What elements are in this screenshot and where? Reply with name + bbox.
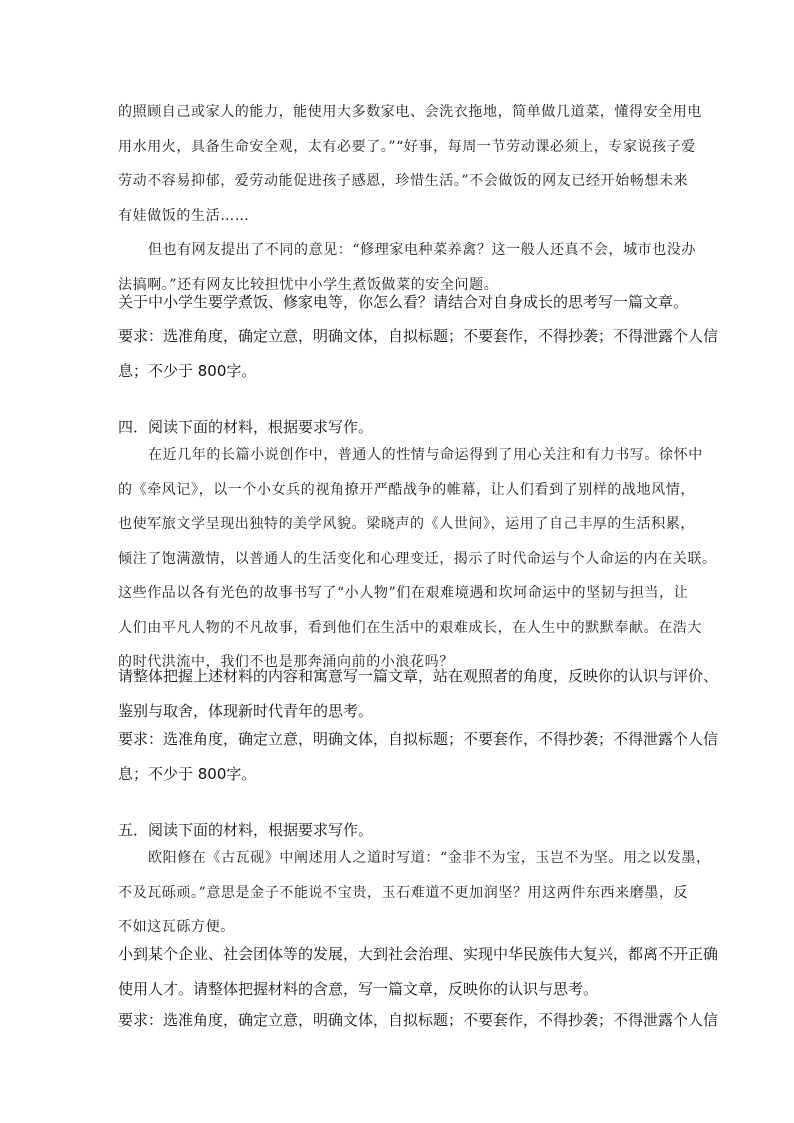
- requirement-line: 要求：选准角度，确定立意，明确文体，自拟标题；不要套作，不得抄袭；不得泄露个人信: [118, 327, 719, 345]
- section5-requirements: [118, 1003, 719, 1038]
- material-line: 用水用火，具备生命安全观，太有必要了。”“好事，每周一节劳动课必须上，专家说孩子爱: [118, 138, 696, 155]
- prompt-line: 小到某个企业、社会团体等的发展，大到社会治理、实现中华民族伟大复兴，都离不开正确: [118, 945, 719, 963]
- material-line: 不如这瓦砾方便。: [118, 919, 235, 935]
- requirement-line: 息；不少于 800字。: [118, 764, 257, 783]
- material-line: 也使军旅文学呈现出独特的美学风貌。梁晓声的《人世间》，运用了自己丰厚的生活积累，: [118, 516, 695, 532]
- section3-material: [118, 95, 702, 233]
- requirement-line: 息；不少于 800字。: [118, 361, 257, 380]
- section4-heading: 四．阅读下面的材料，根据要求写作。: [118, 418, 374, 436]
- section4-requirements: [118, 722, 719, 791]
- section5-prompt: [118, 937, 719, 1006]
- material-line: 欧阳修在《古瓦砚》中阐述用人之道时写道：“金非不为宝，玉岂不为坚。用之以发墨，: [148, 850, 711, 866]
- material-line: 倾注了饱满激情，以普通人的生活变化和心理变迁，揭示了时代命运与个人命运的内在关联。: [118, 550, 717, 567]
- requirement-line: 要求：选准角度，确定立意，明确文体，自拟标题；不要套作，不得抄袭；不得泄露个人信: [118, 730, 719, 748]
- section4-material: [118, 438, 717, 680]
- prompt-line: 关于中小学生要学煮饭、修家电等，你怎么看？请结合对自身成长的思考写一篇文章。: [118, 293, 689, 311]
- section3-prompt: [118, 285, 688, 320]
- material-line: 在近几年的长篇小说创作中，普通人的性情与命运得到了用心关注和有力书写。徐怀中: [148, 447, 703, 463]
- opinion-line: 法搞啊。”还有网友比较担忧中小学生煮饭做菜的安全问题。: [118, 276, 499, 293]
- prompt-line: 请整体把握上述材料的内容和寓意写一篇文章，站在观照者的角度，反映你的认识与评价、: [118, 667, 719, 685]
- section4-prompt: [118, 659, 719, 728]
- material-line: 有娃做饭的生活……: [118, 207, 250, 224]
- prompt-line: 鉴别与取舍，体现新时代青年的思考。: [118, 701, 374, 720]
- section3-requirements: [118, 319, 719, 388]
- material-line: 的《牵风记》，以一个小女兵的视角撩开严酷战争的帷幕，让人们看到了别样的战地风情，: [118, 481, 695, 498]
- material-line: 不及瓦砾顽。”意思是金子不能说不宝贵，玉石难道不更加润坚？用这两件东西来磨墨，反: [118, 884, 689, 901]
- material-line: 的时代洪流中，我们不也是那奔涌向前的小浪花吗？: [118, 654, 454, 670]
- material-line: 劳动不容易抑郁，爱劳动能促进孩子感恩，珍惜生活。”不会做饭的网友已经开始畅想未来: [118, 173, 689, 189]
- section5-material: [118, 841, 711, 945]
- material-line: 人们由平凡人物的不凡故事，看到他们在生活中的艰难成长，在人生中的默默奉献。在浩大: [118, 619, 702, 636]
- opinion-line: 但也有网友提出了不同的意见：“修理家电种菜养禽？这一般人还真不会，城市也没办: [148, 242, 696, 258]
- material-line: 这些作品以各有光色的故事书写了“小人物”们在艰难境遇和坎坷命运中的坚韧与担当，让: [118, 585, 689, 601]
- section5-heading: 五．阅读下面的材料，根据要求写作。: [118, 821, 374, 839]
- material-line: 的照顾自己或家人的能力，能使用大多数家电、会洗衣拖地，简单做几道菜，懂得安全用电: [118, 104, 702, 120]
- prompt-line: 使用人才。请整体把握材料的含意，写一篇文章，反映你的认识与思考。: [118, 979, 599, 998]
- requirement-line: 要求：选准角度，确定立意，明确文体，自拟标题；不要套作，不得抄袭；不得泄露个人信: [118, 1011, 719, 1029]
